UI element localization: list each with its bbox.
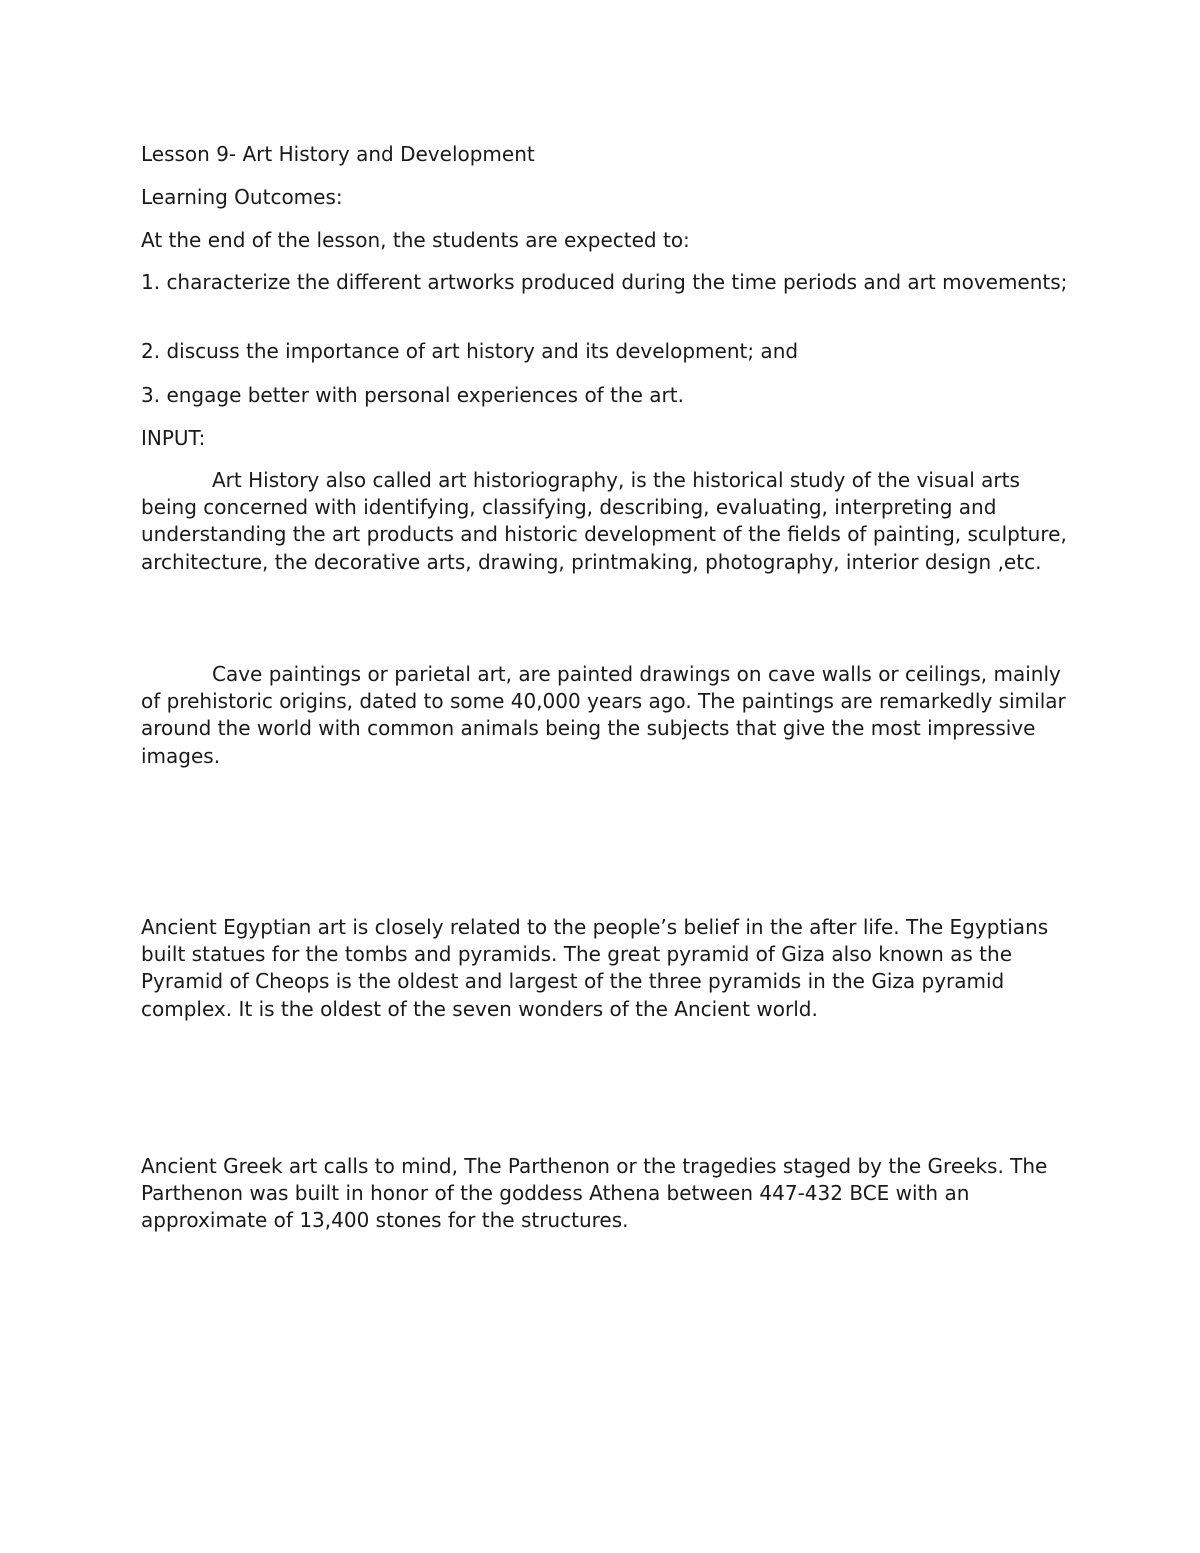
paragraph-egyptian-art: Ancient Egyptian art is closely related to the people’s belief in the after life. The Egyptians built statues for the tombs and pyramids. The great pyramid of Giza also known as the Pyramid of Cheops is the oldest and largest of the three pyramids in the Giza pyramid complex. It is the oldest of the seven wonders of the Ancient world.	[141, 915, 1049, 1021]
lesson-title: Lesson 9- Art History and Development	[141, 142, 535, 166]
outcome-item-3: 3. engage better with personal experiences of the art.	[141, 383, 684, 407]
paragraph-art-history: Art History also called art historiography, is the historical study of the visual arts being concerned with identifying, classifying, describing, evaluating, interpreting and understanding the art products and historic development of the fields of painting, sculpture, architecture, the decorative arts, drawing, printmaking, photography, interior design ,etc.	[141, 468, 1067, 574]
outcome-item-2: 2. discuss the importance of art history and its development; and	[141, 339, 799, 363]
outcomes-heading: Learning Outcomes:	[141, 185, 343, 209]
paragraph-cave-paintings: Cave paintings or parietal art, are painted drawings on cave walls or ceilings, mainly of prehistoric origins, dated to some 40,000 years ago. The paintings are remarkedly similar around the world with common animals being the subjects that give the most impressive images.	[141, 662, 1066, 768]
outcomes-intro: At the end of the lesson, the students are expected to:	[141, 228, 690, 252]
input-heading: INPUT:	[141, 426, 206, 450]
paragraph-greek-art: Ancient Greek art calls to mind, The Parthenon or the tragedies staged by the Greeks. The Parthenon was built in honor of the goddess Athena between 447-432 BCE with an approximate of 13,400 stones for the structures.	[141, 1154, 1048, 1233]
outcome-item-1: 1. characterize the different artworks produced during the time periods and art movements;	[141, 270, 1068, 294]
